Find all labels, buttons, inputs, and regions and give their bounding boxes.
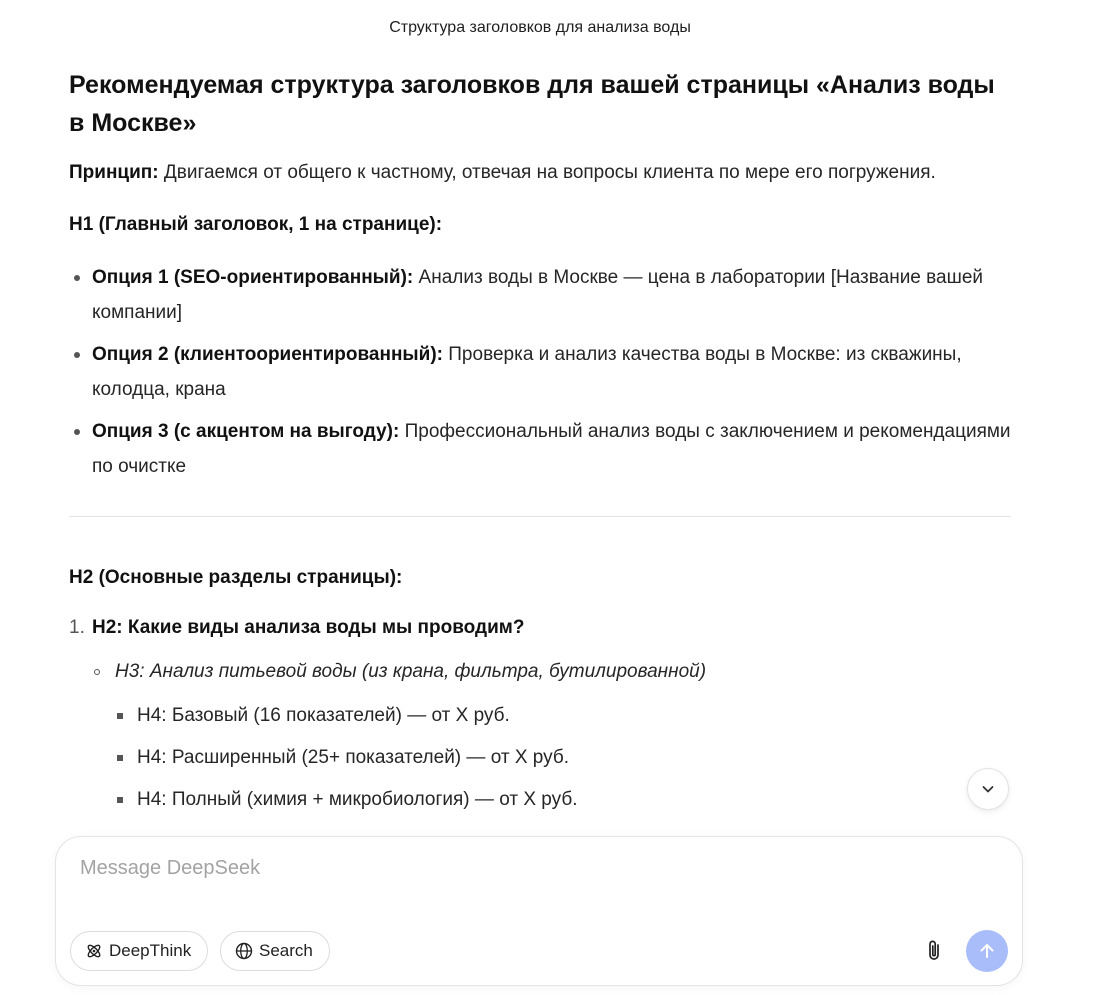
chat-title: Структура заголовков для анализа воды <box>389 19 691 36</box>
principle-paragraph <box>69 158 1011 188</box>
option-text: Профессиональный анализ воды с заключением и рекомендациями по очистке <box>92 421 1011 477</box>
message-input[interactable] <box>78 855 982 899</box>
principle-text: Двигаемся от общего к частному, отвечая на вопросы клиента по мере его погружения. <box>158 162 936 183</box>
h4-item: H4: Базовый (16 показателей) — от X руб. <box>69 701 1011 731</box>
deepthink-button[interactable] <box>70 931 208 971</box>
chevron-down-icon <box>980 781 996 797</box>
assistant-message <box>69 66 1011 836</box>
atom-icon <box>85 942 103 960</box>
option-label: Опция 1 (SEO-ориентированный): <box>92 267 414 288</box>
list-item <box>69 613 1011 643</box>
option-label: Опция 2 (клиентоориентированный): <box>92 344 443 365</box>
attach-button[interactable] <box>920 936 950 966</box>
h1-section-label: H1 (Главный заголовок, 1 на странице): <box>69 214 443 235</box>
option-text: Проверка и анализ качества воды в Москве: из скважины, колодца, крана <box>92 344 962 400</box>
list-number: 1. <box>69 617 85 638</box>
list-item <box>92 337 1011 407</box>
search-label: Search <box>259 941 313 960</box>
h2-item-text: H2: Какие виды анализа воды мы проводим? <box>92 617 525 638</box>
scroll-down-button[interactable] <box>967 768 1009 810</box>
list-item <box>92 260 1011 330</box>
list-item <box>92 414 1011 484</box>
principle-label: Принцип: <box>69 162 159 183</box>
h1-options-list <box>69 260 1011 484</box>
h3-item: H3: Анализ питьевой воды (из крана, фильтра, бутилированной) <box>69 657 1011 687</box>
h4-item: H4: Полный (химия + микробиология) — от X руб. <box>69 785 1011 815</box>
h4-item: H4: Расширенный (25+ показателей) — от X руб. <box>69 743 1011 773</box>
option-label: Опция 3 (с акцентом на выгоду): <box>92 421 400 442</box>
paperclip-icon <box>924 939 946 963</box>
h2-section-label: H2 (Основные разделы страницы): <box>69 567 403 588</box>
deepthink-label: DeepThink <box>109 941 192 960</box>
arrow-up-icon <box>977 941 997 961</box>
option-text: Анализ воды в Москве — цена в лаборатории [Название вашей компании] <box>92 267 984 323</box>
globe-icon <box>235 942 253 960</box>
send-button[interactable] <box>966 930 1008 972</box>
divider <box>69 516 1011 517</box>
message-heading: Рекомендуемая структура заголовков для вашей страницы «Анализ воды в Москве» <box>69 71 995 137</box>
search-button[interactable] <box>220 931 330 971</box>
message-composer <box>55 836 1023 986</box>
